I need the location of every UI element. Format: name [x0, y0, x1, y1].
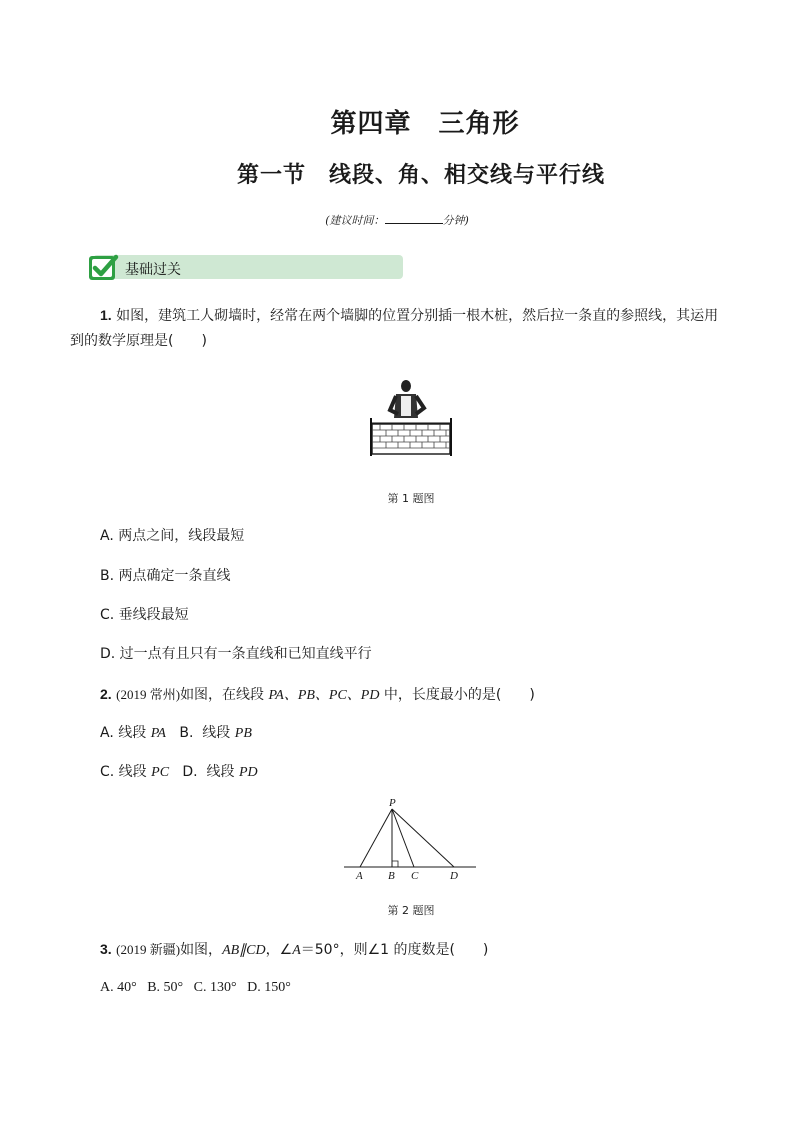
suggested-time-suffix: 分钟): [442, 214, 469, 227]
q2-options-ab: [100, 719, 252, 748]
q1-option-d: D. 过一点有且只有一条直线和已知直线平行: [100, 646, 372, 662]
check-icon: [87, 252, 119, 284]
suggested-time-blank: [385, 212, 443, 224]
q3-stem-c: ＝50°，则∠1 的度数是( ): [300, 942, 489, 958]
q1-option-a: A. 两点之间，线段最短: [100, 528, 245, 544]
segment-pd: [392, 809, 454, 867]
suggested-time-prefix: (建议时间：: [325, 214, 385, 227]
right-angle-mark: [392, 861, 398, 867]
q2-stem-b: 中，长度最小的是( ): [379, 687, 535, 703]
q2-option-c-label: C. 线段: [100, 764, 152, 780]
label-a: A: [356, 870, 363, 882]
section-title: 第一节 线段、角、相交线与平行线: [236, 163, 605, 188]
label-b: B: [388, 870, 395, 882]
q1-figure-caption: 第 1 题图: [387, 492, 435, 505]
q2-stem: [100, 680, 740, 710]
q2-options-cd: [100, 758, 258, 787]
q3-source: (2019 新疆): [116, 942, 181, 957]
banner-label: 基础过关: [125, 262, 181, 278]
chapter-title: 第四章 三角形: [330, 109, 520, 139]
q2-option-a-label: A. 线段: [100, 725, 151, 741]
section-banner: [87, 254, 403, 282]
q2-option-b-label: B. 线段: [166, 725, 235, 741]
label-p: P: [389, 797, 396, 809]
q2-figure-caption: 第 2 题图: [387, 904, 435, 917]
q1-stem-line2: 到的数学原理是( ): [70, 333, 207, 349]
label-c: C: [411, 870, 419, 882]
q1-figure-bricklayer: [368, 378, 454, 458]
q2-option-d-value: PD: [238, 765, 258, 780]
suggested-time: [0, 212, 794, 228]
q3-ab-cd: AB∥CD: [222, 943, 266, 958]
q2-option-b-value: PB: [234, 726, 252, 741]
q2-seg-list: PA、PB、PC、PD: [268, 688, 380, 703]
q1-option-c: C. 垂线段最短: [100, 607, 189, 623]
q3-stem: [100, 935, 740, 965]
q1-number: 1.: [100, 307, 112, 323]
q3-number: 3.: [100, 941, 112, 957]
label-d: D: [450, 870, 458, 882]
q3-stem-b: ，∠: [265, 942, 293, 958]
q2-stem-a: 如图，在线段: [180, 687, 269, 703]
segment-pa: [360, 809, 392, 867]
q2-figure-segments: [340, 795, 480, 885]
q1-option-b: B. 两点确定一条直线: [100, 568, 231, 584]
segment-pc: [392, 809, 414, 867]
q3-stem-a: 如图，: [180, 942, 223, 958]
q2-option-c-value: PC: [151, 765, 170, 780]
q1-text-line1: 如图，建筑工人砌墙时，经常在两个墙脚的位置分别插一根木桩，然后拉一条直的参照线，其运用: [116, 308, 719, 324]
q1-stem-line1: [100, 301, 740, 330]
q3-options: A. 40° B. 50° C. 130° D. 150°: [100, 980, 291, 995]
q2-option-a-value: PA: [150, 726, 166, 741]
q3-angle-a: A: [292, 943, 301, 958]
q2-number: 2.: [100, 686, 112, 702]
q2-option-d-label: D. 线段: [169, 764, 239, 780]
q2-source: (2019 常州): [116, 687, 181, 702]
